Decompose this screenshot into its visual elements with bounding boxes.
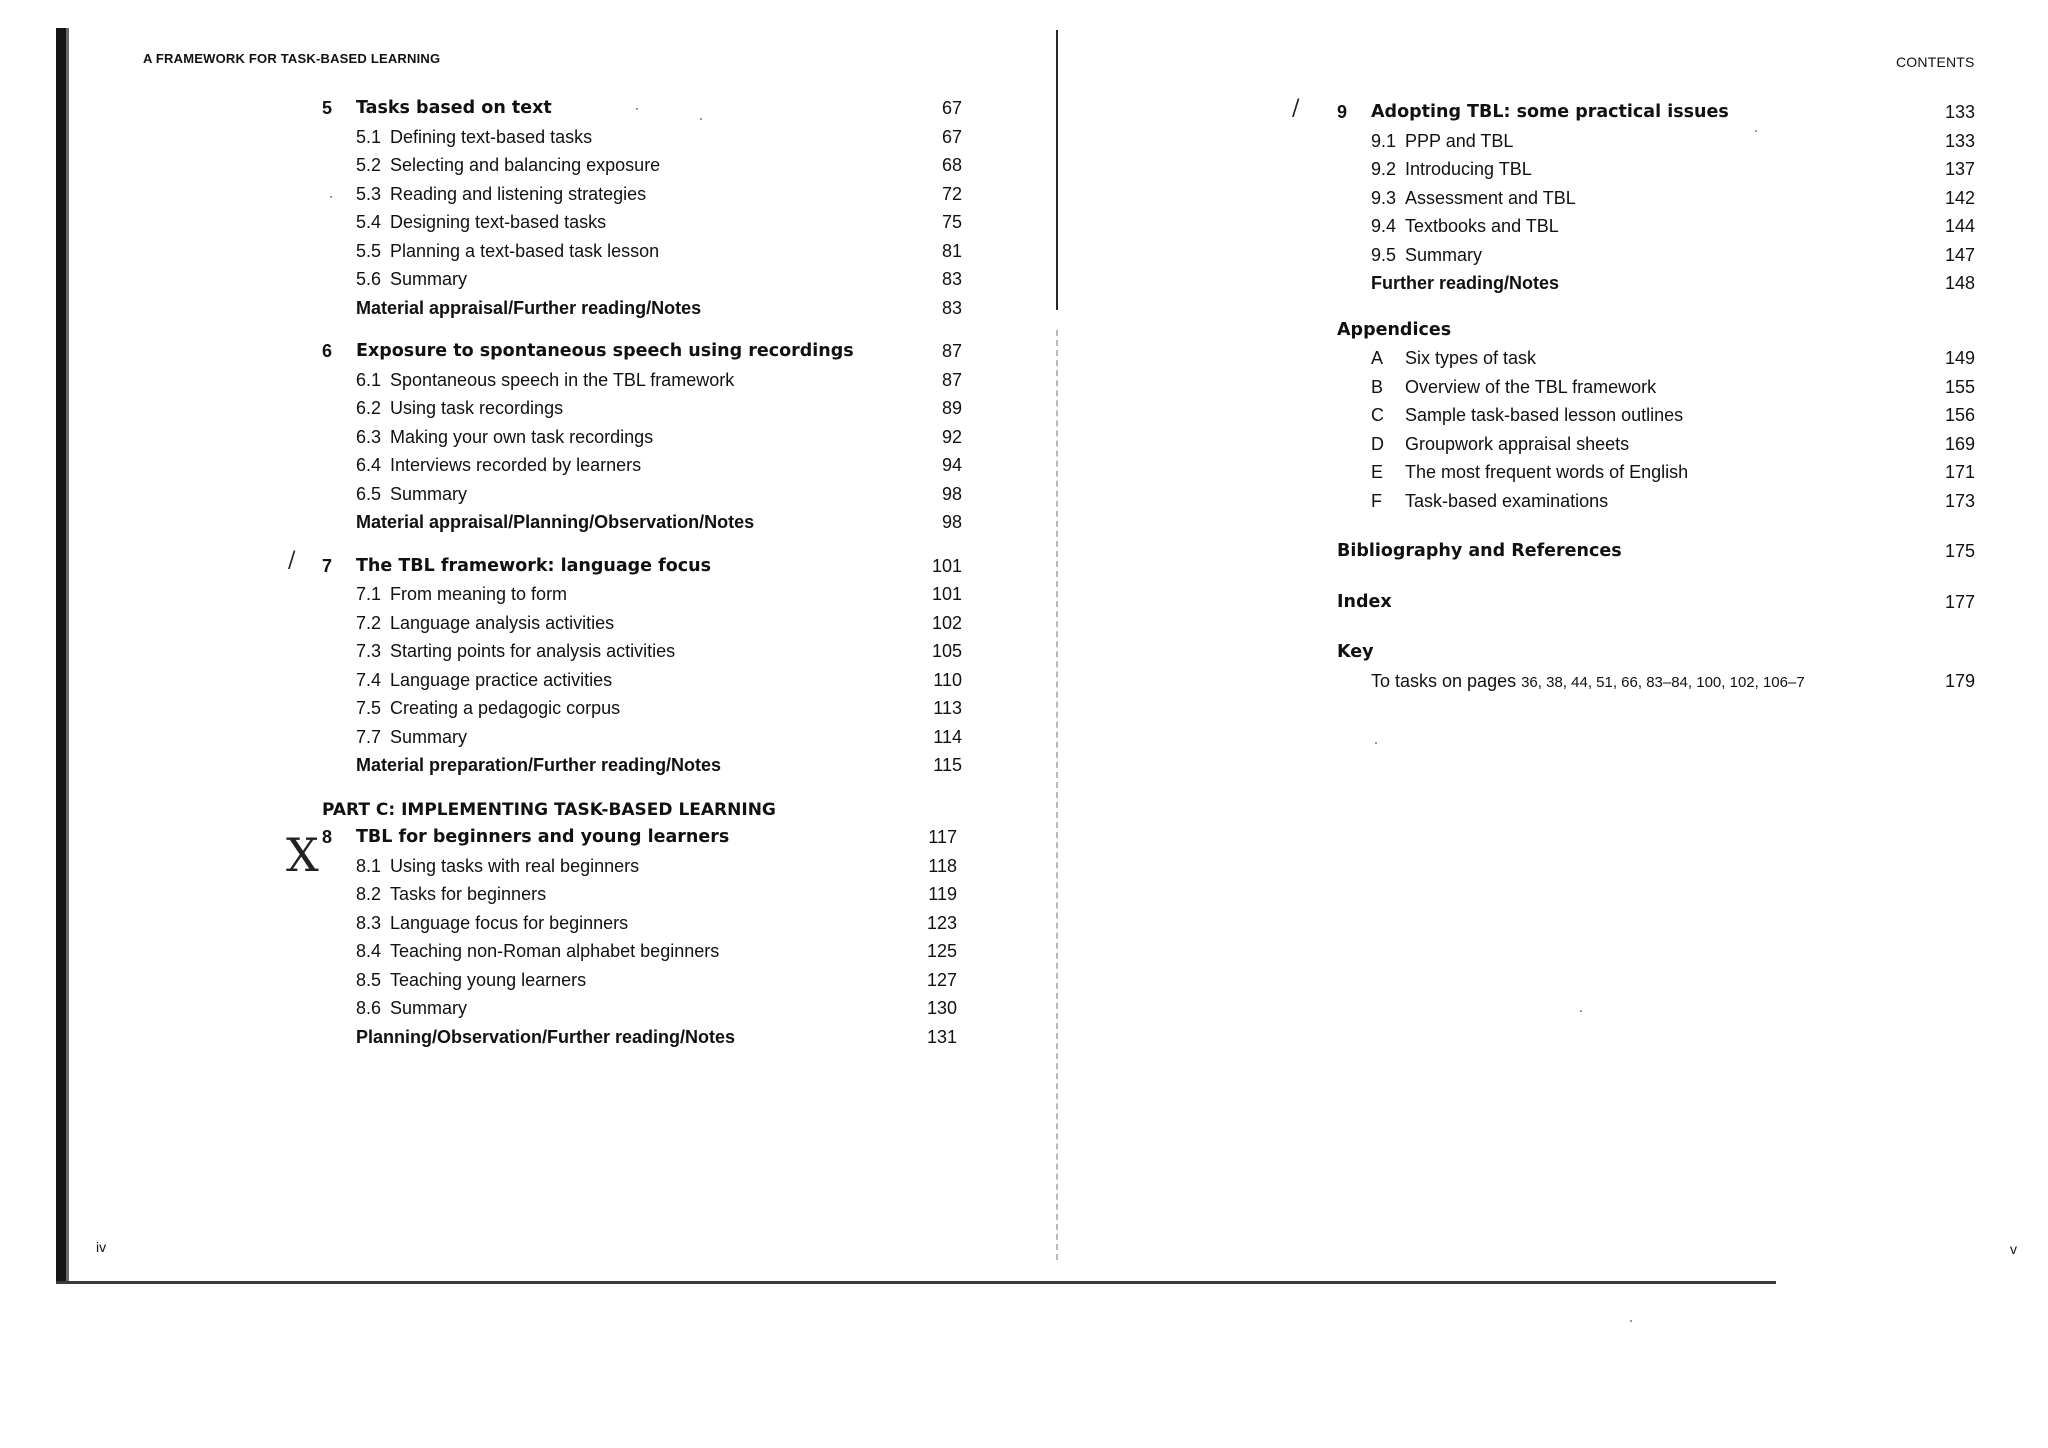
entry-number: 8.2 (356, 884, 382, 904)
notes-title: Material appraisal/Planning/Observation/Notes (356, 512, 755, 532)
appendix-title: Task-based examinations (1405, 490, 1609, 511)
appendix-entry[interactable] (1337, 487, 1977, 516)
toc-notes-entry[interactable] (322, 751, 962, 780)
page-number: 119 (928, 884, 957, 904)
entry-number: 8.3 (356, 912, 382, 933)
page-number: 148 (1944, 273, 1975, 293)
toc-notes-entry[interactable] (1337, 269, 1977, 298)
notes-title: Planning/Observation/Further reading/Notes (356, 1026, 736, 1047)
toc-key (1337, 638, 1977, 695)
page-number: 81 (941, 240, 962, 261)
entry-title: Planning a text-based task lesson (390, 240, 660, 261)
page-number: 156 (1944, 405, 1975, 425)
entry-number: 7.3 (356, 641, 382, 661)
key-entry[interactable] (1337, 667, 1977, 696)
page-number: 87 (941, 369, 962, 390)
chapter-title: Adopting TBL: some practical issues (1371, 102, 1729, 122)
toc-chapter-6 (322, 337, 962, 537)
toc-index (1337, 588, 1977, 617)
page-number: 142 (1944, 187, 1975, 208)
page-number: 117 (928, 827, 957, 847)
toc-entry[interactable] (322, 609, 962, 638)
toc-entry[interactable] (1337, 212, 1977, 241)
toc-entry[interactable] (322, 208, 962, 237)
toc-entry[interactable] (322, 366, 962, 395)
appendix-letter: C (1371, 405, 1384, 425)
page-number: 68 (941, 155, 962, 175)
page-number: 83 (941, 297, 962, 318)
key-heading[interactable] (1337, 638, 1977, 667)
page-number: 98 (941, 483, 962, 504)
toc-entry[interactable] (1337, 241, 1977, 270)
page-number: 75 (941, 212, 962, 232)
toc-entry[interactable] (322, 937, 962, 966)
part-heading[interactable] (322, 795, 962, 824)
page-number: 67 (941, 98, 962, 118)
key-page-list: 36, 38, 44, 51, 66, 83–84, 100, 102, 106–7 (1521, 673, 1805, 691)
toc-entry[interactable] (322, 265, 962, 294)
chapter-heading[interactable] (322, 823, 962, 852)
chapter-number: 5 (322, 98, 333, 118)
chapter-number: 9 (1337, 102, 1348, 122)
page-number: 147 (1944, 244, 1975, 265)
page-number: 149 (1944, 348, 1975, 368)
appendix-letter: A (1371, 348, 1384, 368)
entry-title: Tasks for beginners (390, 884, 547, 904)
toc-entry[interactable] (1337, 155, 1977, 184)
appendix-entry[interactable] (1337, 401, 1977, 430)
toc-chapter-7 (322, 552, 962, 780)
bibliography-title: Bibliography and References (1337, 541, 1622, 561)
page-number: 125 (926, 941, 957, 961)
toc-entry[interactable] (322, 423, 962, 452)
appendix-entry[interactable] (1337, 344, 1977, 373)
entry-number: 5.5 (356, 240, 382, 261)
toc-appendices (1337, 316, 1977, 516)
page-number: 101 (931, 555, 962, 576)
entry-title: Summary (390, 998, 468, 1018)
scan-speck (1580, 1010, 1582, 1012)
entry-number: 8.1 (356, 855, 382, 876)
entry-number: 6.4 (356, 455, 382, 475)
chapter-heading[interactable] (322, 552, 962, 581)
entry-number: 5.6 (356, 269, 382, 289)
part-title: PART C: IMPLEMENTING TASK-BASED LEARNING (322, 799, 776, 820)
entry-number: 8.6 (356, 998, 382, 1018)
entry-title: Defining text-based tasks (390, 126, 593, 147)
entry-number: 6.1 (356, 369, 382, 390)
page-number: 92 (941, 426, 962, 447)
appendix-entry[interactable] (1337, 430, 1977, 459)
page-number: 155 (1944, 376, 1975, 397)
chapter-title: The TBL framework: language focus (356, 555, 712, 576)
entry-number: 7.2 (356, 612, 382, 633)
key-description (1371, 667, 1805, 698)
entry-number: 7.4 (356, 669, 382, 690)
appendix-title: Six types of task (1405, 348, 1537, 368)
appendices-title: Appendices (1337, 319, 1452, 340)
entry-number: 9.1 (1371, 130, 1397, 151)
appendix-entry[interactable] (1337, 458, 1977, 487)
toc-notes-entry[interactable] (322, 508, 962, 537)
entry-title: Starting points for analysis activities (390, 641, 676, 661)
toc-notes-entry[interactable] (322, 1023, 962, 1052)
entry-title: Using tasks with real beginners (390, 855, 640, 876)
toc-entry[interactable] (1337, 127, 1977, 156)
entry-title: Language analysis activities (390, 612, 615, 633)
entry-number: 5.2 (356, 155, 382, 175)
pen-cross-mark: X (286, 828, 319, 882)
chapter-number: 7 (322, 555, 333, 576)
page-number: 102 (931, 612, 962, 633)
chapter-heading[interactable] (1337, 98, 1977, 127)
toc-entry[interactable] (322, 637, 962, 666)
entry-number: 7.1 (356, 584, 382, 604)
bibliography-entry[interactable] (1337, 537, 1977, 566)
right-running-head: CONTENTS (1896, 54, 1975, 70)
entry-number: 5.4 (356, 212, 382, 232)
appendix-letter: F (1371, 490, 1382, 511)
entry-number: 8.5 (356, 969, 382, 990)
page-number: 169 (1944, 433, 1975, 454)
entry-number: 8.4 (356, 941, 382, 961)
page-number: 133 (1944, 102, 1975, 122)
toc-entry[interactable] (322, 394, 962, 423)
toc-entry[interactable] (322, 237, 962, 266)
entry-title: Using task recordings (390, 398, 564, 418)
entry-number: 9.4 (1371, 216, 1397, 236)
appendix-title: The most frequent words of English (1405, 462, 1689, 482)
key-prefix: To tasks on pages (1371, 670, 1522, 691)
appendix-title: Sample task-based lesson outlines (1405, 405, 1684, 425)
toc-entry[interactable] (1337, 184, 1977, 213)
entry-title: Assessment and TBL (1405, 187, 1576, 208)
toc-bibliography (1337, 537, 1977, 566)
toc-entry[interactable] (322, 966, 962, 995)
page-number: 98 (941, 512, 962, 532)
page-number: 89 (941, 398, 962, 418)
notes-title: Material appraisal/Further reading/Notes (356, 297, 702, 318)
chapter-title: TBL for beginners and young learners (356, 827, 730, 847)
toc-entry[interactable] (322, 909, 962, 938)
toc-entry[interactable] (322, 480, 962, 509)
entry-title: Teaching non-Roman alphabet beginners (390, 941, 720, 961)
entry-number: 9.3 (1371, 187, 1397, 208)
entry-number: 9.5 (1371, 244, 1397, 265)
entry-title: Language focus for beginners (390, 912, 629, 933)
scan-speck (1630, 1320, 1632, 1322)
entry-number: 7.7 (356, 726, 382, 747)
page-number: 110 (933, 669, 962, 690)
entry-title: PPP and TBL (1405, 130, 1514, 151)
page-number: 179 (1944, 670, 1975, 691)
pen-tick-mark-right: / (1292, 96, 1300, 121)
page-number: 171 (1944, 462, 1975, 482)
page-number: 123 (926, 912, 957, 933)
entry-number: 6.3 (356, 426, 382, 447)
page-number: 105 (931, 641, 962, 661)
page-number: 137 (1944, 159, 1975, 179)
page-number: 118 (928, 855, 957, 876)
toc-chapter-5 (322, 94, 962, 322)
page-number: 83 (941, 269, 962, 289)
page-number: 173 (1944, 490, 1975, 511)
appendix-entry[interactable] (1337, 373, 1977, 402)
toc-entry[interactable] (322, 880, 962, 909)
left-running-head: A FRAMEWORK FOR TASK-BASED LEARNING (143, 51, 441, 66)
toc-entry[interactable] (322, 123, 962, 152)
entry-title: Summary (390, 483, 468, 504)
entry-title: Teaching young learners (390, 969, 587, 990)
entry-title: Summary (390, 726, 468, 747)
chapter-heading[interactable] (322, 94, 962, 123)
page-number: 130 (926, 998, 957, 1018)
toc-entry[interactable] (322, 580, 962, 609)
entry-number: 7.5 (356, 698, 382, 718)
page-number: 114 (933, 726, 962, 747)
page-number: 127 (926, 969, 957, 990)
appendix-letter: D (1371, 433, 1384, 454)
page-number: 175 (1944, 541, 1975, 561)
chapter-heading[interactable] (322, 337, 962, 366)
page-number: 87 (941, 341, 962, 361)
right-page-toc (1337, 98, 1977, 710)
left-page-spine-edge (66, 28, 69, 1283)
right-folio: v (2010, 1241, 2017, 1257)
toc-notes-entry[interactable] (322, 294, 962, 323)
toc-part-c (322, 795, 962, 1052)
toc-chapter-9 (1337, 98, 1977, 298)
chapter-title: Exposure to spontaneous speech using recordings (356, 341, 854, 361)
appendix-letter: B (1371, 376, 1384, 397)
entry-title: From meaning to form (390, 584, 568, 604)
entry-title: Designing text-based tasks (390, 212, 607, 232)
entry-title: Textbooks and TBL (1405, 216, 1559, 236)
key-title: Key (1337, 642, 1374, 662)
entry-number: 5.3 (356, 183, 382, 204)
toc-entry[interactable] (322, 666, 962, 695)
page-number: 144 (1944, 216, 1975, 236)
left-folio: iv (96, 1239, 107, 1255)
entry-title: Language practice activities (390, 669, 613, 690)
toc-entry[interactable] (322, 151, 962, 180)
appendix-letter: E (1371, 462, 1384, 482)
entry-title: Reading and listening strategies (390, 183, 647, 204)
chapter-number: 8 (322, 827, 333, 847)
toc-entry[interactable] (322, 451, 962, 480)
notes-title: Further reading/Notes (1371, 273, 1560, 293)
entry-title: Summary (390, 269, 468, 289)
entry-number: 5.1 (356, 126, 382, 147)
entry-title: Creating a pedagogic corpus (390, 698, 621, 718)
notes-title: Material preparation/Further reading/Notes (356, 755, 722, 775)
page-number: 131 (926, 1026, 957, 1047)
chapter-number: 6 (322, 341, 333, 361)
book-gutter-line (1056, 30, 1058, 310)
entry-title: Selecting and balancing exposure (390, 155, 661, 175)
left-page-spine-shadow (56, 28, 66, 1283)
book-gutter-shadow (1056, 330, 1058, 1260)
page-number: 72 (941, 183, 962, 204)
entry-title: Spontaneous speech in the TBL framework (390, 369, 735, 390)
page-number: 177 (1944, 591, 1975, 612)
page-number: 94 (941, 455, 962, 475)
pen-tick-mark: / (288, 548, 296, 573)
chapter-title: Tasks based on text (356, 98, 552, 118)
page-number: 113 (933, 698, 962, 718)
index-title: Index (1337, 591, 1392, 612)
left-page-toc (322, 94, 962, 1066)
toc-entry[interactable] (322, 852, 962, 881)
entry-title: Summary (1405, 244, 1483, 265)
toc-entry[interactable] (322, 723, 962, 752)
page-number: 133 (1944, 130, 1975, 151)
toc-entry[interactable] (322, 180, 962, 209)
entry-number: 9.2 (1371, 159, 1397, 179)
toc-entry[interactable] (322, 994, 962, 1023)
page-number: 115 (933, 755, 962, 775)
entry-number: 6.2 (356, 398, 382, 418)
toc-entry[interactable] (322, 694, 962, 723)
entry-title: Introducing TBL (1405, 159, 1532, 179)
scan-speck (1375, 742, 1377, 744)
index-entry[interactable] (1337, 588, 1977, 617)
page-bottom-edge (56, 1281, 1776, 1284)
appendix-title: Overview of the TBL framework (1405, 376, 1657, 397)
appendix-title: Groupwork appraisal sheets (1405, 433, 1630, 454)
entry-number: 6.5 (356, 483, 382, 504)
appendices-heading[interactable] (1337, 316, 1977, 345)
page-number: 67 (941, 126, 962, 147)
entry-title: Interviews recorded by learners (390, 455, 642, 475)
page-number: 101 (931, 584, 962, 604)
entry-title: Making your own task recordings (390, 426, 654, 447)
